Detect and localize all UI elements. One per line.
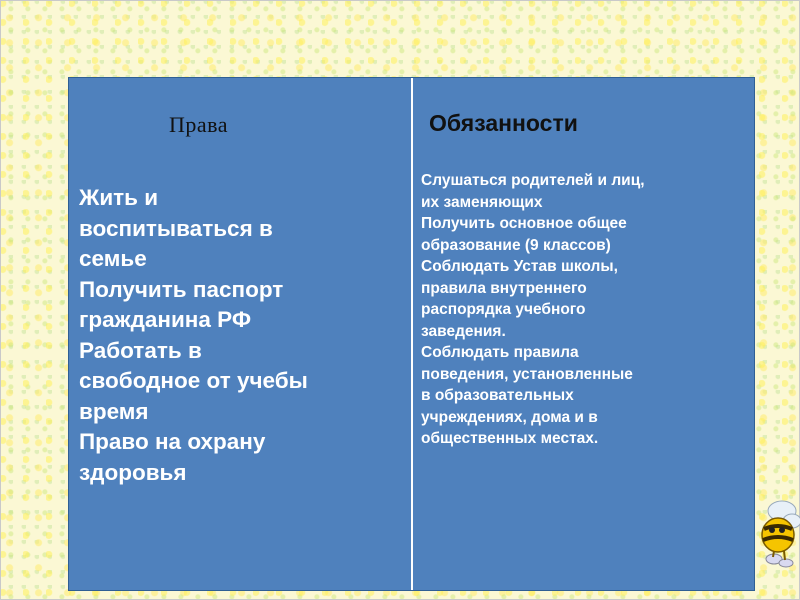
duties-item: Соблюдать правила поведения, установленные в образовательных учреждениях, дома и в общественных местах. bbox=[421, 344, 633, 447]
bee-icon bbox=[752, 497, 800, 577]
rights-duties-table bbox=[68, 77, 755, 591]
duties-item: Слушаться родителей и лиц, их заменяющих bbox=[421, 172, 645, 211]
duties-heading: Обязанности bbox=[429, 110, 578, 136]
duties-item: Соблюдать Устав школы, правила внутреннего распорядка учебного заведения. bbox=[421, 258, 618, 340]
duties-item: Получить основное общее образование (9 классов) bbox=[421, 215, 627, 254]
duties-list bbox=[421, 170, 751, 450]
duties-column bbox=[413, 78, 754, 590]
rights-item: Получить паспорт гражданина РФ bbox=[79, 276, 284, 332]
rights-list bbox=[79, 183, 409, 488]
rights-item: Работать в свободное от учебы время bbox=[79, 337, 308, 424]
rights-item: Жить и воспитываться в семье bbox=[79, 185, 273, 271]
rights-item: Право на охрану здоровья bbox=[79, 429, 266, 485]
rights-heading: Права bbox=[169, 112, 229, 137]
rights-column bbox=[69, 78, 413, 590]
